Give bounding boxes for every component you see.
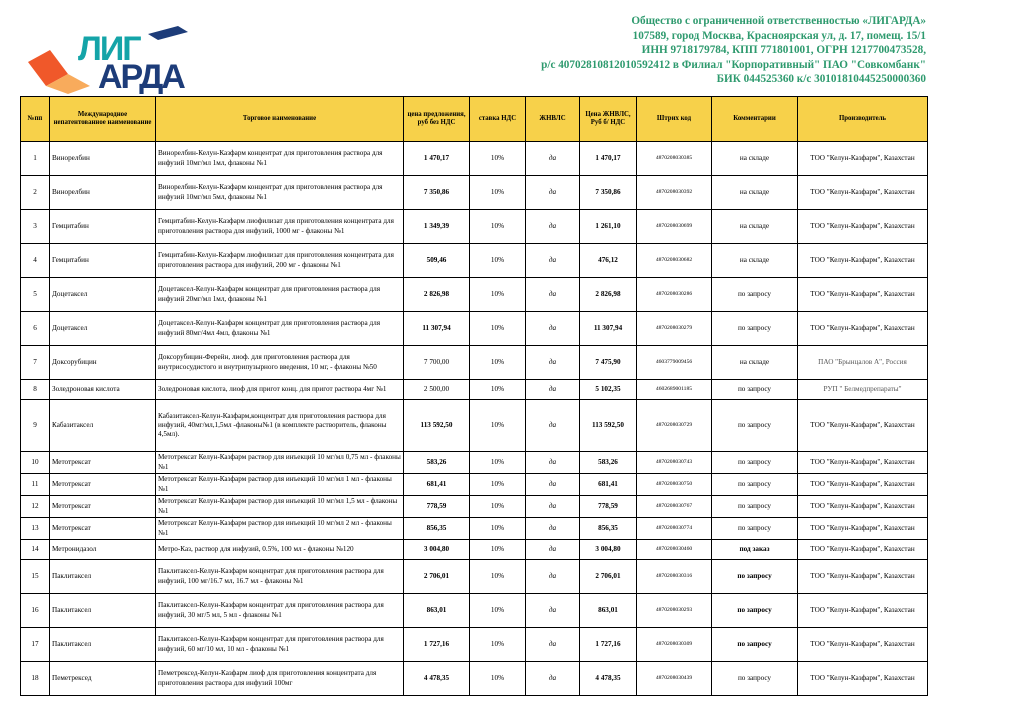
cell-trade-name: Золедроновая кислота, лиоф для пригот конц. для пригот раствора 4мг №1 xyxy=(156,380,404,400)
cell-number: 18 xyxy=(21,662,50,696)
cell-manufacturer: РУП " Белмедпрепараты" xyxy=(798,380,928,400)
table-row xyxy=(21,474,928,496)
cell-manufacturer: ТОО "Келун-Казфарм", Казахстан xyxy=(798,400,928,452)
cell-vital: да xyxy=(526,662,580,696)
cell-price: 1 349,39 xyxy=(404,210,470,244)
cell-barcode: 4870208030750 xyxy=(637,474,712,496)
cell-vital: да xyxy=(526,594,580,628)
cell-inn: Паклитаксел xyxy=(50,628,156,662)
cell-comment: по запросу xyxy=(712,312,798,346)
cell-trade-name: Паклитаксел-Келун-Казфарм концентрат для приготовления раствора для инфузий, 100 мг/16.7 мл, 16.7 мл - флаконы №1 xyxy=(156,560,404,594)
cell-barcode: 4870208030293 xyxy=(637,594,712,628)
cell-barcode: 4870208030767 xyxy=(637,496,712,518)
cell-barcode: 4870208030682 xyxy=(637,244,712,278)
cell-vital: да xyxy=(526,518,580,540)
cell-manufacturer: ТОО "Келун-Казфарм", Казахстан xyxy=(798,662,928,696)
cell-price: 7 700,00 xyxy=(404,346,470,380)
cell-vital: да xyxy=(526,380,580,400)
cell-barcode: 4870208030286 xyxy=(637,278,712,312)
cell-price: 2 826,98 xyxy=(404,278,470,312)
cell-vat: 10% xyxy=(470,346,526,380)
cell-barcode: 4870208030729 xyxy=(637,400,712,452)
cell-number: 4 xyxy=(21,244,50,278)
cell-comment: по запросу xyxy=(712,400,798,452)
cell-vital: да xyxy=(526,540,580,560)
col-header-vital: ЖНВЛС xyxy=(526,97,580,142)
cell-vital-price: 5 102,35 xyxy=(580,380,637,400)
cell-manufacturer: ТОО "Келун-Казфарм", Казахстан xyxy=(798,176,928,210)
cell-comment: на складе xyxy=(712,176,798,210)
cell-trade-name: Паклитаксел-Келун-Казфарм концентрат для приготовления раствора для инфузий, 30 мг/5 мл, 5 мл - флаконы №1 xyxy=(156,594,404,628)
company-address: 107589, город Москва, Красноярская ул, д. 17, помещ. 15/1 xyxy=(632,29,926,42)
cell-trade-name: Паклитаксел-Келун-Казфарм концентрат для приготовления раствора для инфузий, 60 мг/10 мл, 10 мл - флаконы №1 xyxy=(156,628,404,662)
table-row xyxy=(21,312,928,346)
cell-inn: Пеметрексед xyxy=(50,662,156,696)
cell-comment: по запросу xyxy=(712,518,798,540)
cell-manufacturer: ТОО "Келун-Казфарм", Казахстан xyxy=(798,594,928,628)
cell-barcode: 4870208030392 xyxy=(637,176,712,210)
cell-price: 7 350,86 xyxy=(404,176,470,210)
cell-trade-name: Доксорубицин-Ферейн, лиоф. для приготовления раствора для внутрисосудистого и внутрипузырного введения, 10 мг, - флаконы №50 xyxy=(156,346,404,380)
cell-inn: Метронидазол xyxy=(50,540,156,560)
table-row xyxy=(21,540,928,560)
cell-inn: Метотрексат xyxy=(50,474,156,496)
col-header-barcode: Штрих код xyxy=(637,97,712,142)
cell-vital-price: 7 350,86 xyxy=(580,176,637,210)
cell-inn: Паклитаксел xyxy=(50,560,156,594)
cell-comment: на складе xyxy=(712,346,798,380)
cell-vat: 10% xyxy=(470,560,526,594)
cell-manufacturer: ТОО "Келун-Казфарм", Казахстан xyxy=(798,628,928,662)
cell-vat: 10% xyxy=(470,628,526,662)
cell-vital-price: 2 706,01 xyxy=(580,560,637,594)
cell-trade-name: Доцетаксел-Келун-Казфарм концентрат для приготовления раствора для инфузий 20мг/мл 1мл, флаконы №1 xyxy=(156,278,404,312)
cell-inn: Метотрексат xyxy=(50,496,156,518)
cell-manufacturer: ТОО "Келун-Казфарм", Казахстан xyxy=(798,278,928,312)
cell-vat: 10% xyxy=(470,380,526,400)
table-row xyxy=(21,452,928,474)
company-tax-ids: ИНН 9718179784, КПП 771801001, ОГРН 1217700473528, xyxy=(641,44,926,57)
company-logo xyxy=(28,22,238,94)
cell-manufacturer: ТОО "Келун-Казфарм", Казахстан xyxy=(798,518,928,540)
table-row xyxy=(21,210,928,244)
cell-number: 5 xyxy=(21,278,50,312)
cell-vat: 10% xyxy=(470,176,526,210)
cell-vat: 10% xyxy=(470,142,526,176)
cell-vital: да xyxy=(526,452,580,474)
col-header-number: №пп xyxy=(21,97,50,142)
cell-price: 681,41 xyxy=(404,474,470,496)
cell-number: 6 xyxy=(21,312,50,346)
cell-vital-price: 4 478,35 xyxy=(580,662,637,696)
cell-price: 2 706,01 xyxy=(404,560,470,594)
cell-number: 8 xyxy=(21,380,50,400)
table-body xyxy=(21,142,928,696)
cell-manufacturer: ТОО "Келун-Казфарм", Казахстан xyxy=(798,210,928,244)
cell-vat: 10% xyxy=(470,540,526,560)
cell-vat: 10% xyxy=(470,312,526,346)
cell-number: 3 xyxy=(21,210,50,244)
table-row xyxy=(21,142,928,176)
company-bik: БИК 044525360 к/с 30101810445250000360 xyxy=(716,73,926,86)
cell-vital-price: 583,26 xyxy=(580,452,637,474)
table-row xyxy=(21,400,928,452)
cell-trade-name: Винорелбин-Келун-Казфарм концентрат для приготовления раствора для инфузий 10мг/мл 1мл, флаконы №1 xyxy=(156,142,404,176)
cell-inn: Метотрексат xyxy=(50,452,156,474)
cell-vital: да xyxy=(526,176,580,210)
cell-vital: да xyxy=(526,400,580,452)
cell-comment: по запросу xyxy=(712,452,798,474)
cell-vital-price: 1 727,16 xyxy=(580,628,637,662)
cell-barcode: 4602689001185 xyxy=(637,380,712,400)
cell-trade-name: Метотрексат Келун-Казфарм раствор для инъекций 10 мг/мл 0,75 мл - флаконы №1 xyxy=(156,452,404,474)
cell-trade-name: Винорелбин-Келун-Казфарм концентрат для приготовления раствора для инфузий 10мг/мл 5мл, флаконы №1 xyxy=(156,176,404,210)
price-table xyxy=(20,96,928,696)
cell-inn: Доцетаксел xyxy=(50,312,156,346)
cell-inn: Кабазитаксел xyxy=(50,400,156,452)
cell-price: 583,26 xyxy=(404,452,470,474)
cell-barcode: 4870208030699 xyxy=(637,210,712,244)
cell-barcode: 4870208030385 xyxy=(637,142,712,176)
cell-comment: по запросу xyxy=(712,560,798,594)
cell-number: 17 xyxy=(21,628,50,662)
cell-vat: 10% xyxy=(470,400,526,452)
cell-vat: 10% xyxy=(470,662,526,696)
cell-manufacturer: ТОО "Келун-Казфарм", Казахстан xyxy=(798,452,928,474)
cell-vat: 10% xyxy=(470,474,526,496)
cell-vital-price: 11 307,94 xyxy=(580,312,637,346)
cell-vital-price: 681,41 xyxy=(580,474,637,496)
cell-barcode: 4870208030774 xyxy=(637,518,712,540)
cell-manufacturer: ТОО "Келун-Казфарм", Казахстан xyxy=(798,560,928,594)
cell-comment: по запросу xyxy=(712,380,798,400)
svg-text:АРДА: АРДА xyxy=(98,58,184,94)
cell-inn: Винорелбин xyxy=(50,142,156,176)
cell-number: 13 xyxy=(21,518,50,540)
table-row xyxy=(21,244,928,278)
table-row xyxy=(21,496,928,518)
cell-barcode: 4870208030279 xyxy=(637,312,712,346)
cell-barcode: 4603779009456 xyxy=(637,346,712,380)
cell-vital: да xyxy=(526,210,580,244)
cell-comment: под заказ xyxy=(712,540,798,560)
cell-trade-name: Метотрексат Келун-Казфарм раствор для инъекций 10 мг/мл 1 мл - флаконы №1 xyxy=(156,474,404,496)
cell-vital: да xyxy=(526,560,580,594)
cell-number: 9 xyxy=(21,400,50,452)
cell-inn: Гемцитабин xyxy=(50,244,156,278)
cell-vital: да xyxy=(526,312,580,346)
cell-number: 14 xyxy=(21,540,50,560)
table-row xyxy=(21,518,928,540)
cell-vital-price: 863,01 xyxy=(580,594,637,628)
cell-inn: Доцетаксел xyxy=(50,278,156,312)
cell-vital-price: 778,59 xyxy=(580,496,637,518)
cell-trade-name: Метотрексат Келун-Казфарм раствор для инъекций 10 мг/мл 1,5 мл - флаконы №1 xyxy=(156,496,404,518)
cell-vital: да xyxy=(526,496,580,518)
cell-vat: 10% xyxy=(470,278,526,312)
table-row xyxy=(21,346,928,380)
cell-vital: да xyxy=(526,142,580,176)
col-header-vital-price: Цена ЖНВЛС, Руб б/ НДС xyxy=(580,97,637,142)
cell-trade-name: Доцетаксел-Келун-Казфарм концентрат для приготовления раствора для инфузий 80мг/4мл 4мл, флаконы №1 xyxy=(156,312,404,346)
company-bank-account: р/с 40702810812010592412 в Филиал "Корпоративный" ПАО "Совкомбанк" xyxy=(541,58,926,71)
company-header xyxy=(541,14,926,87)
cell-comment: по запросу xyxy=(712,662,798,696)
cell-trade-name: Гемцитабин-Келун-Казфарм лиофилизат для приготовления концентрата для приготовления раствора для инфузий, 200 мг - флаконы №1 xyxy=(156,244,404,278)
cell-price: 863,01 xyxy=(404,594,470,628)
cell-vat: 10% xyxy=(470,244,526,278)
cell-vital-price: 113 592,50 xyxy=(580,400,637,452)
cell-vat: 10% xyxy=(470,496,526,518)
col-header-vat: ставка НДС xyxy=(470,97,526,142)
cell-number: 2 xyxy=(21,176,50,210)
cell-vital-price: 3 004,80 xyxy=(580,540,637,560)
cell-comment: по запросу xyxy=(712,628,798,662)
cell-manufacturer: ТОО "Келун-Казфарм", Казахстан xyxy=(798,244,928,278)
cell-price: 778,59 xyxy=(404,496,470,518)
cell-trade-name: Гемцитабин-Келун-Казфарм лиофилизат для приготовления концентрата для приготовления раствора для инфузий, 1000 мг - флаконы №1 xyxy=(156,210,404,244)
cell-comment: по запросу xyxy=(712,594,798,628)
cell-comment: по запросу xyxy=(712,278,798,312)
cell-manufacturer: ТОО "Келун-Казфарм", Казахстан xyxy=(798,540,928,560)
cell-vital: да xyxy=(526,474,580,496)
cell-price: 509,46 xyxy=(404,244,470,278)
table-row xyxy=(21,662,928,696)
table-header-row xyxy=(21,97,928,142)
table-row xyxy=(21,594,928,628)
cell-vat: 10% xyxy=(470,452,526,474)
cell-comment: на складе xyxy=(712,142,798,176)
col-header-comment: Комментарии xyxy=(712,97,798,142)
cell-manufacturer: ТОО "Келун-Казфарм", Казахстан xyxy=(798,496,928,518)
company-name: Общество с ограниченной ответственностью «ЛИГАРДА» xyxy=(631,15,926,27)
cell-price: 113 592,50 xyxy=(404,400,470,452)
cell-vital-price: 476,12 xyxy=(580,244,637,278)
cell-vital: да xyxy=(526,346,580,380)
cell-vital: да xyxy=(526,278,580,312)
cell-number: 10 xyxy=(21,452,50,474)
table-row xyxy=(21,176,928,210)
cell-barcode: 4870208030743 xyxy=(637,452,712,474)
cell-inn: Гемцитабин xyxy=(50,210,156,244)
cell-manufacturer: ТОО "Келун-Казфарм", Казахстан xyxy=(798,474,928,496)
cell-vat: 10% xyxy=(470,594,526,628)
col-header-price: цена предложения, руб без НДС xyxy=(404,97,470,142)
col-header-trade-name: Торговое наименование xyxy=(156,97,404,142)
cell-trade-name: Метотрексат Келун-Казфарм раствор для инъекций 10 мг/мл 2 мл - флаконы №1 xyxy=(156,518,404,540)
cell-inn: Золедроновая кислота xyxy=(50,380,156,400)
cell-vat: 10% xyxy=(470,518,526,540)
cell-number: 16 xyxy=(21,594,50,628)
cell-price: 856,35 xyxy=(404,518,470,540)
cell-barcode: 4870208030460 xyxy=(637,540,712,560)
cell-comment: на складе xyxy=(712,244,798,278)
table-row xyxy=(21,278,928,312)
table-row xyxy=(21,628,928,662)
cell-manufacturer: ПАО "Брынцалов А", Россия xyxy=(798,346,928,380)
cell-inn: Паклитаксел xyxy=(50,594,156,628)
cell-vital-price: 1 470,17 xyxy=(580,142,637,176)
cell-number: 11 xyxy=(21,474,50,496)
cell-trade-name: Пеметрексед-Келун-Казфарм лиоф для приготовления концентрата для приготовления раствора для инфузий 100мг xyxy=(156,662,404,696)
cell-inn: Винорелбин xyxy=(50,176,156,210)
cell-price: 4 478,35 xyxy=(404,662,470,696)
cell-vital-price: 7 475,90 xyxy=(580,346,637,380)
cell-manufacturer: ТОО "Келун-Казфарм", Казахстан xyxy=(798,142,928,176)
cell-number: 12 xyxy=(21,496,50,518)
cell-barcode: 4870208030439 xyxy=(637,662,712,696)
cell-price: 1 470,17 xyxy=(404,142,470,176)
cell-price: 3 004,80 xyxy=(404,540,470,560)
cell-vital-price: 2 826,98 xyxy=(580,278,637,312)
cell-manufacturer: ТОО "Келун-Казфарм", Казахстан xyxy=(798,312,928,346)
cell-number: 15 xyxy=(21,560,50,594)
cell-barcode: 4870208030309 xyxy=(637,628,712,662)
cell-price: 2 500,00 xyxy=(404,380,470,400)
cell-inn: Доксорубицин xyxy=(50,346,156,380)
table-row xyxy=(21,380,928,400)
col-header-manufacturer: Производитель xyxy=(798,97,928,142)
cell-vital-price: 1 261,10 xyxy=(580,210,637,244)
cell-number: 7 xyxy=(21,346,50,380)
cell-number: 1 xyxy=(21,142,50,176)
cell-price: 1 727,16 xyxy=(404,628,470,662)
cell-vital: да xyxy=(526,244,580,278)
cell-vital: да xyxy=(526,628,580,662)
cell-trade-name: Кабазитаксел-Келун-Казфарм,концентрат для приготовления раствора для инфузий, 40мг/мл,1,5мл -флаконы№1 (в комплекте растворитель, флаконы 4,5мл). xyxy=(156,400,404,452)
cell-inn: Метотрексат xyxy=(50,518,156,540)
table-row xyxy=(21,560,928,594)
cell-trade-name: Метро-Каз, раствор для инфузий, 0.5%, 100 мл - флаконы №120 xyxy=(156,540,404,560)
cell-vital-price: 856,35 xyxy=(580,518,637,540)
cell-price: 11 307,94 xyxy=(404,312,470,346)
cell-vat: 10% xyxy=(470,210,526,244)
col-header-inn: Международное непатентованное наименование xyxy=(50,97,156,142)
cell-barcode: 4870208030316 xyxy=(637,560,712,594)
cell-comment: по запросу xyxy=(712,474,798,496)
svg-text:ЛИГ: ЛИГ xyxy=(78,30,140,68)
cell-comment: по запросу xyxy=(712,496,798,518)
cell-comment: на складе xyxy=(712,210,798,244)
